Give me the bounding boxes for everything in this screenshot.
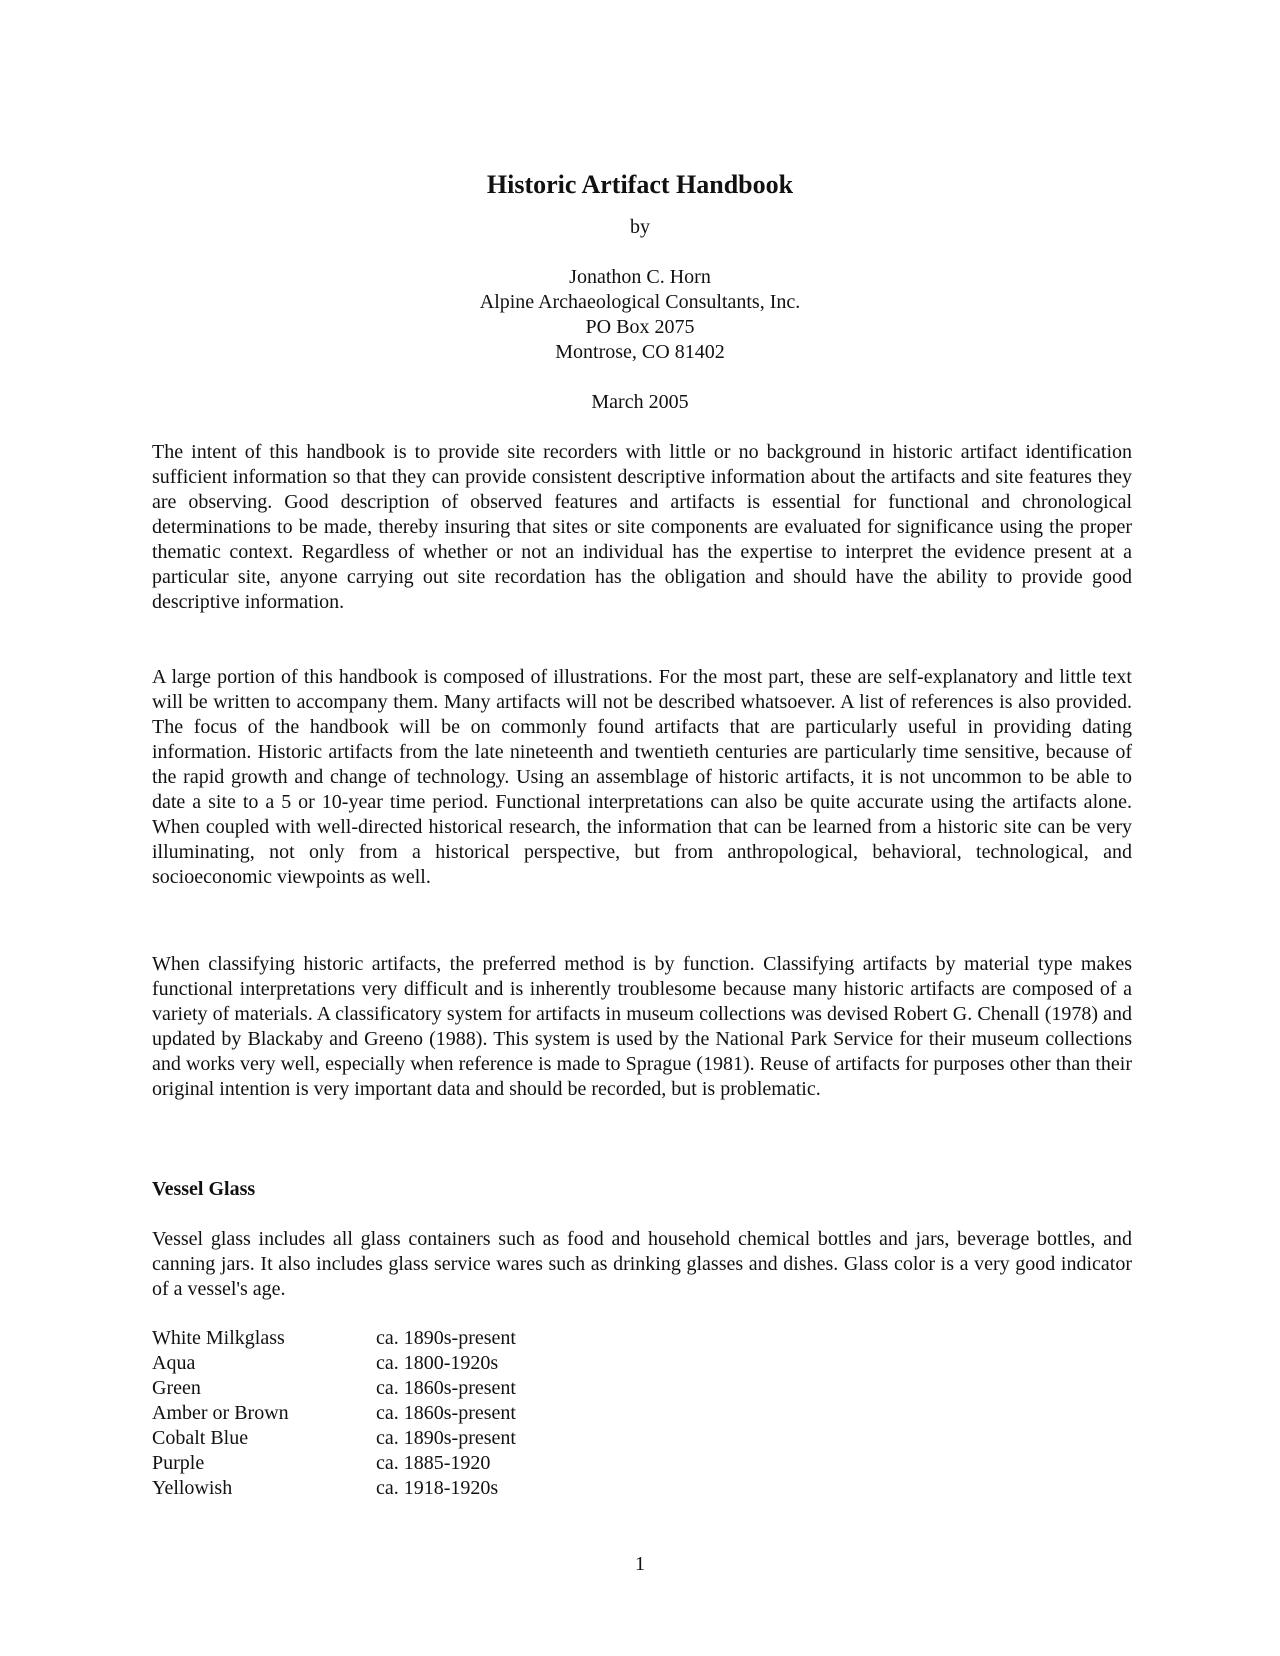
organization-name: Alpine Archaeological Consultants, Inc.: [479, 291, 801, 313]
color-date-range: ca. 1890s-present: [376, 1427, 516, 1449]
color-name: Yellowish: [152, 1477, 233, 1499]
classification-paragraph: When classifying historic artifacts, the preferred method is by function. Classifying artifacts by material type makes functional interpretations very difficult and is inherently troublesome because many historic artifacts are composed of a variety of materials. A classificatory system for artifacts in museum collections was devised Robert G. Chenall (1978) and updated by Blackaby and Greeno (1988). This system is used by the National Park Service for their museum collections and works very well, especially when reference is made to Sprague (1981). Reuse of artifacts for purposes other than their original intention is very important data and should be recorded, but is problematic.: [152, 953, 1132, 1100]
byline: by: [630, 216, 650, 238]
vessel-glass-paragraph: Vessel glass includes all glass containers such as food and household chemical bottles and jars, beverage bottles, and canning jars. It also includes glass service wares such as drinking glasses and dishes. Glass color is a very good indicator of a vessel's age.: [152, 1228, 1132, 1300]
color-name: Aqua: [152, 1352, 196, 1374]
publication-date: March 2005: [591, 391, 689, 413]
table-row: [152, 1401, 712, 1426]
section-heading-vessel-glass: Vessel Glass: [152, 1178, 256, 1200]
table-row: [152, 1426, 712, 1451]
address-line-1: PO Box 2075: [585, 316, 695, 338]
color-date-range: ca. 1918-1920s: [376, 1477, 499, 1499]
color-name: Purple: [152, 1452, 205, 1474]
table-row: [152, 1351, 712, 1376]
color-date-range: ca. 1860s-present: [376, 1402, 516, 1424]
color-date-range: ca. 1885-1920: [376, 1452, 491, 1474]
color-name: Cobalt Blue: [152, 1427, 249, 1449]
table-row: [152, 1476, 712, 1501]
document-title: Historic Artifact Handbook: [486, 170, 794, 199]
table-row: [152, 1326, 712, 1351]
table-row: [152, 1451, 712, 1476]
color-name: White Milkglass: [152, 1327, 285, 1349]
address-line-2: Montrose, CO 81402: [555, 341, 725, 363]
intro-paragraph: The intent of this handbook is to provide site recorders with little or no background in historic artifact identification sufficient information so that they can provide consistent descriptive information about the artifacts and site features they are observing. Good description of observed features and artifacts is essential for functional and chronological determinations to be made, thereby insuring that sites or site components are evaluated for significance using the proper thematic context. Regardless of whether or not an individual has the expertise to interpret the evidence present at a particular site, anyone carrying out site recordation has the obligation and should have the ability to provide good descriptive information.: [152, 441, 1132, 613]
table-row: [152, 1376, 712, 1401]
color-date-range: ca. 1860s-present: [376, 1377, 516, 1399]
color-date-range: ca. 1800-1920s: [376, 1352, 499, 1374]
color-date-range: ca. 1890s-present: [376, 1327, 516, 1349]
color-name: Amber or Brown: [152, 1402, 289, 1424]
illustrations-paragraph: A large portion of this handbook is composed of illustrations. For the most part, these are self-explanatory and little text will be written to accompany them. Many artifacts will not be described whatsoever. A list of references is also provided. The focus of the handbook will be on commonly found artifacts that are particularly useful in providing dating information. Historic artifacts from the late nineteenth and twentieth centuries are particularly time sensitive, because of the rapid growth and change of technology. Using an assemblage of historic artifacts, it is not uncommon to be able to date a site to a 5 or 10-year time period. Functional interpretations can also be quite accurate using the artifacts alone. When coupled with well-directed historical research, the information that can be learned from a historic site can be very illuminating, not only from a historical perspective, but from anthropological, behavioral, technological, and socioeconomic viewpoints as well.: [152, 666, 1132, 888]
color-name: Green: [152, 1377, 201, 1399]
author-name: Jonathon C. Horn: [569, 266, 711, 288]
page-number: 1: [635, 1553, 645, 1575]
glass-color-table: [152, 1326, 712, 1501]
